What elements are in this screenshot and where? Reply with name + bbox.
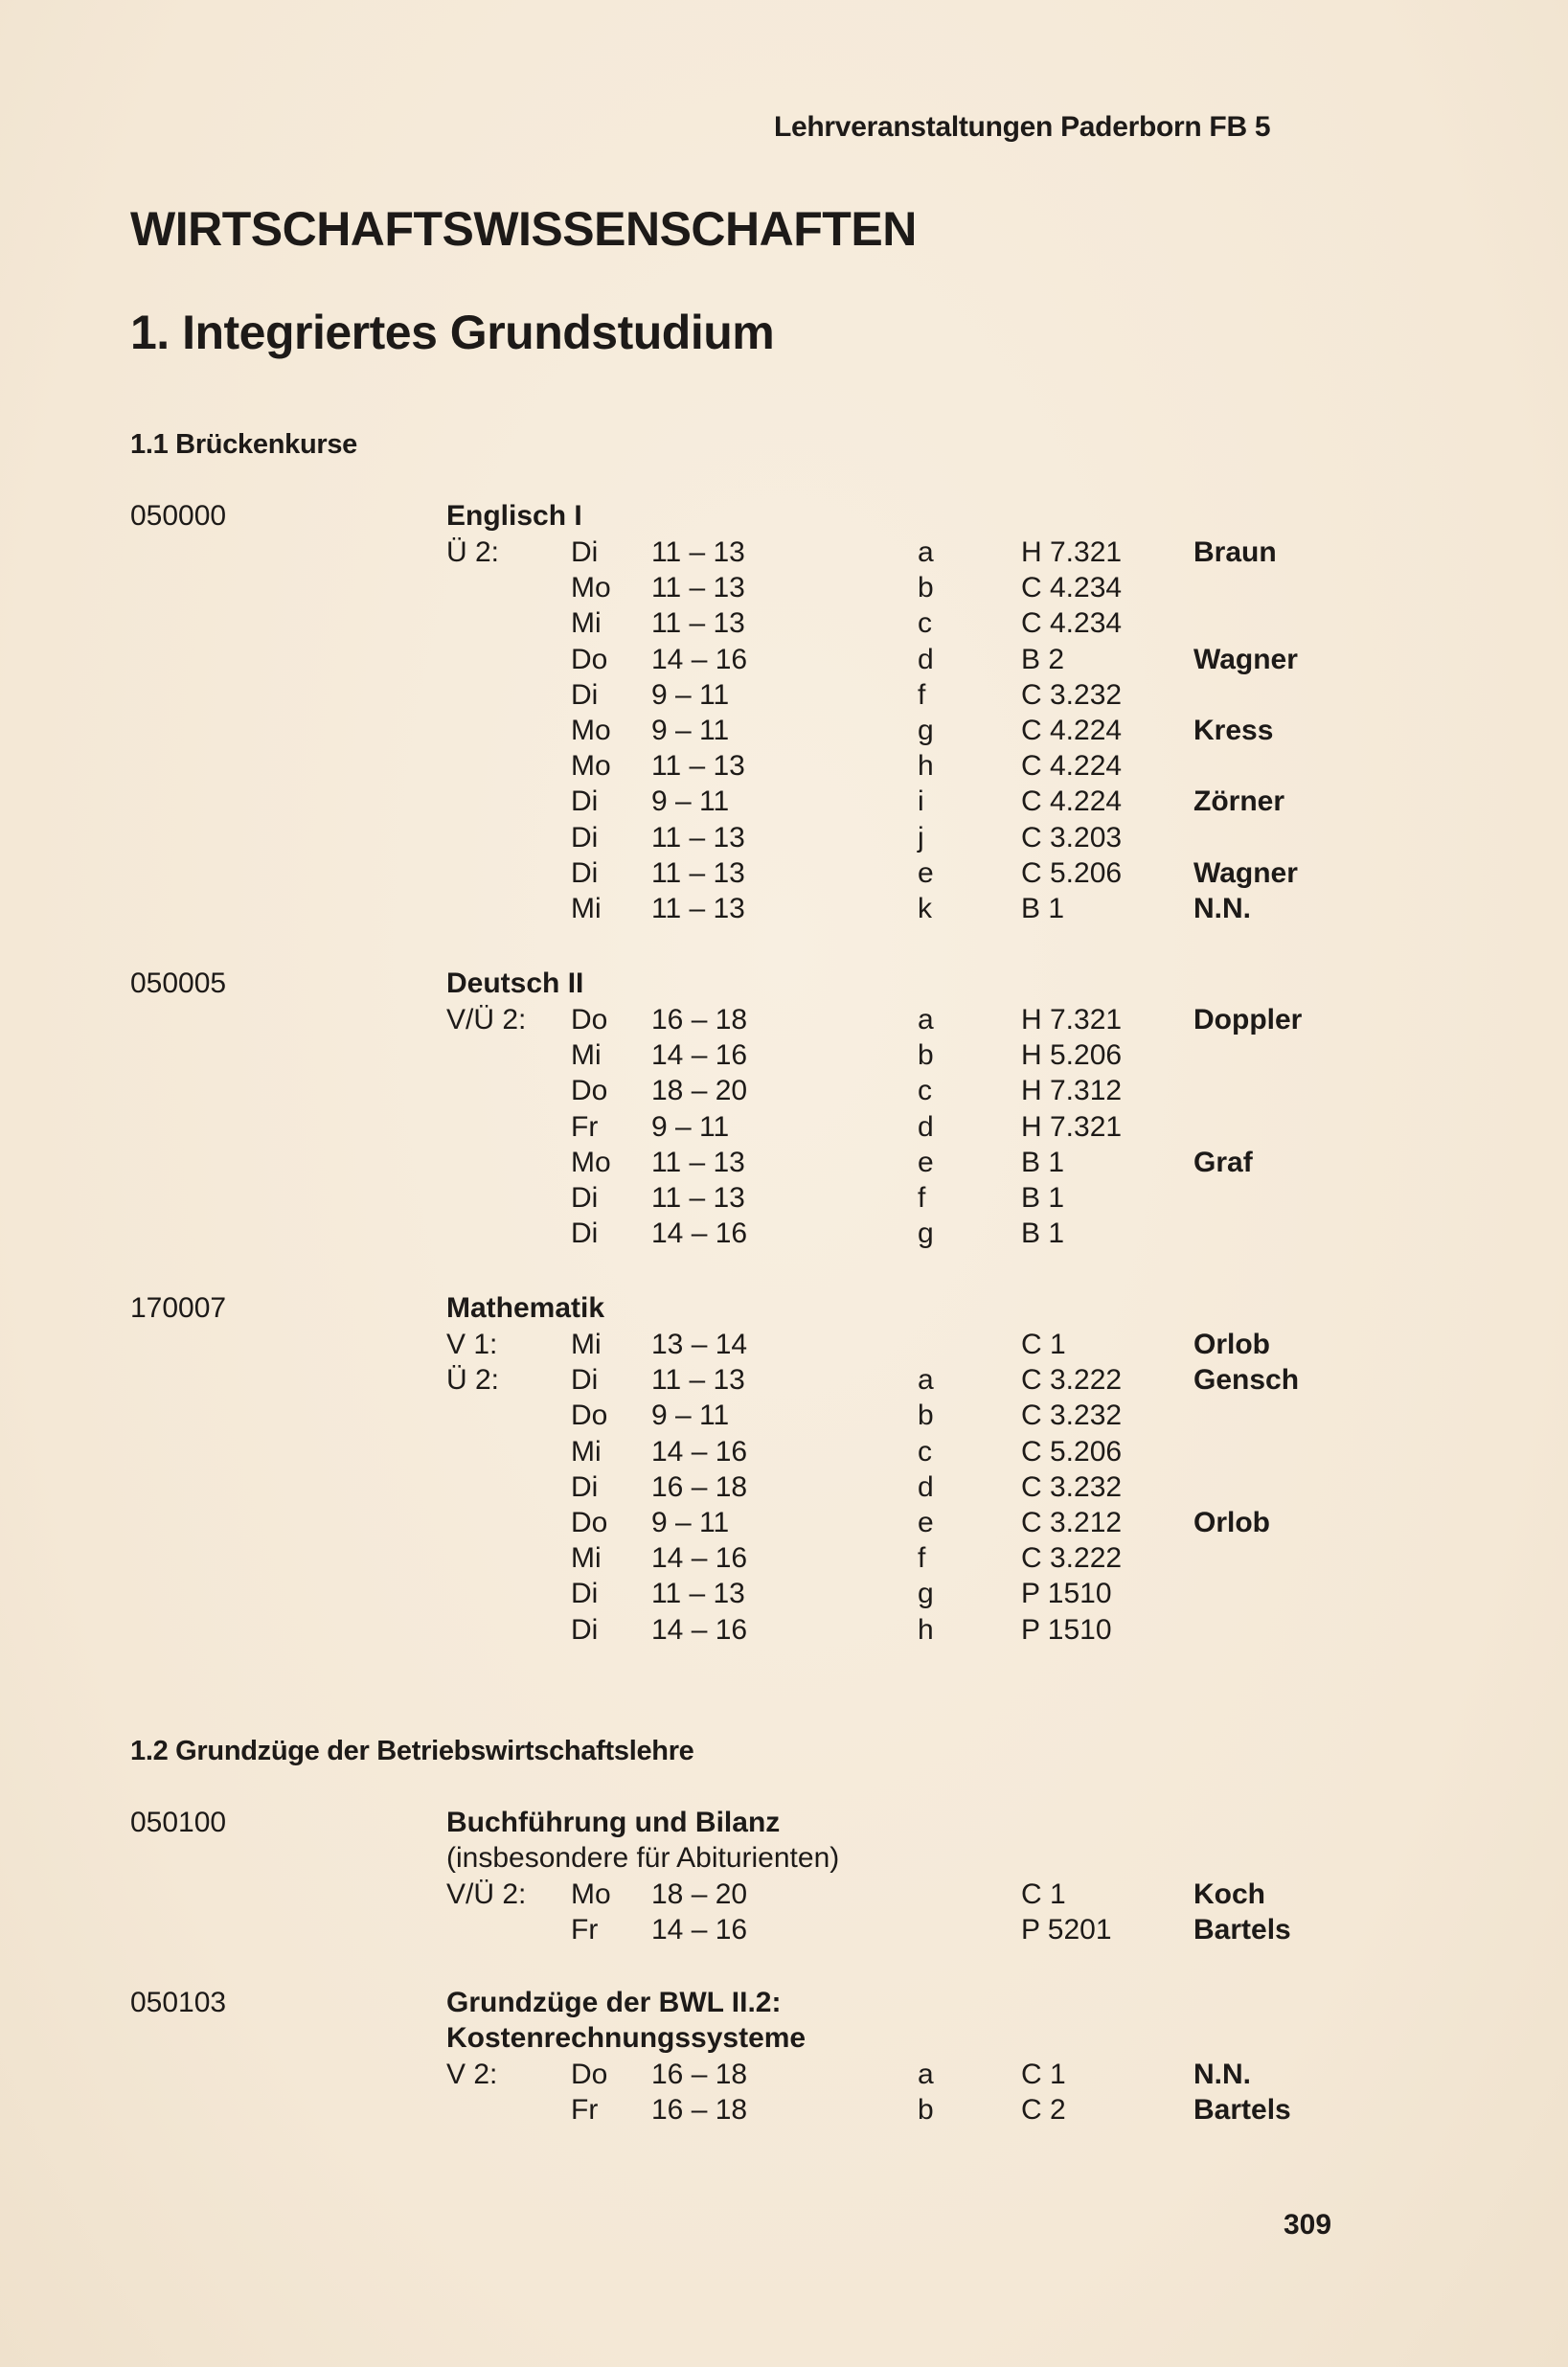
row-room: H 7.312 [1021, 1075, 1123, 1107]
row-day: Do [571, 1400, 608, 1432]
row-day: Mo [571, 750, 611, 783]
schedule-row [0, 1614, 1568, 1650]
row-day: Do [571, 1507, 608, 1538]
row-group: e [918, 856, 934, 889]
row-day: Di [571, 856, 599, 889]
row-group: b [918, 1400, 934, 1432]
row-lecturer: Braun [1193, 536, 1277, 568]
course-title: Mathematik [446, 1292, 605, 1324]
subsection-title: 1. Integriertes Grundstudium [130, 306, 775, 359]
row-day: Di [571, 785, 599, 818]
row-room: P 5201 [1021, 1914, 1112, 1946]
row-room: C 4.224 [1021, 785, 1123, 818]
row-time: 13 – 14 [651, 1329, 748, 1360]
row-room: C 3.222 [1021, 1364, 1123, 1397]
row-room: C 4.224 [1021, 715, 1123, 746]
schedule-row [0, 715, 1568, 750]
row-lecturer: Koch [1193, 1878, 1265, 1910]
row-room: C 2 [1021, 2094, 1066, 2127]
schedule-row [0, 1218, 1568, 1253]
row-day: Mo [571, 572, 611, 604]
course-title: Englisch I [446, 500, 582, 532]
course-title: Buchführung und Bilanz [446, 1807, 781, 1838]
row-room: B 1 [1021, 1218, 1065, 1250]
schedule-row [0, 893, 1568, 928]
row-lecturer: Graf [1193, 1146, 1253, 1178]
row-group: f [918, 1542, 926, 1575]
row-day: Do [571, 643, 608, 675]
row-group: g [918, 1218, 934, 1250]
row-day: Di [571, 678, 599, 711]
row-room: C 1 [1021, 1878, 1066, 1910]
row-type: V/Ü 2: [446, 1878, 527, 1910]
row-group: e [918, 1507, 934, 1538]
row-time: 11 – 13 [651, 821, 745, 853]
row-time: 14 – 16 [651, 1435, 748, 1468]
row-room: C 3.232 [1021, 678, 1123, 711]
row-group: a [918, 1004, 934, 1036]
row-day: Di [571, 1613, 599, 1646]
schedule-row [0, 1471, 1568, 1507]
row-lecturer: Zörner [1193, 785, 1285, 818]
row-day: Mi [571, 1039, 602, 1072]
row-room: C 4.234 [1021, 607, 1123, 640]
row-time: 9 – 11 [651, 1400, 730, 1432]
course-number: 050005 [130, 967, 227, 999]
row-room: B 1 [1021, 893, 1065, 924]
row-day: Di [571, 1182, 599, 1214]
course-number: 050100 [130, 1807, 227, 1838]
row-time: 11 – 13 [651, 750, 745, 783]
schedule-row [0, 1004, 1568, 1039]
row-group: a [918, 2059, 934, 2090]
row-group: c [918, 1435, 932, 1468]
row-time: 14 – 16 [651, 1218, 748, 1250]
row-type: V 2: [446, 2059, 498, 2090]
subsection-heading: 1.1 Brückenkurse [130, 429, 357, 460]
row-day: Di [571, 536, 599, 568]
row-type: V 1: [446, 1329, 498, 1360]
row-day: Mi [571, 1435, 602, 1468]
row-room: C 4.224 [1021, 750, 1123, 783]
row-lecturer: Wagner [1193, 643, 1298, 675]
course-title: Grundzüge der BWL II.2: [446, 1987, 782, 2018]
row-group: b [918, 572, 934, 604]
row-room: B 1 [1021, 1182, 1065, 1214]
row-group: b [918, 2094, 934, 2127]
schedule-row [0, 1436, 1568, 1471]
row-room: P 1510 [1021, 1613, 1112, 1646]
row-group: j [918, 821, 924, 853]
schedule-row [0, 2059, 1568, 2094]
row-room: C 3.232 [1021, 1470, 1123, 1503]
row-day: Fr [571, 1110, 599, 1143]
row-time: 11 – 13 [651, 856, 745, 889]
schedule-row [0, 1364, 1568, 1400]
schedule-row [0, 1147, 1568, 1182]
row-group: d [918, 643, 934, 675]
row-room: C 3.203 [1021, 821, 1123, 853]
row-time: 14 – 16 [651, 1914, 748, 1946]
row-lecturer: Wagner [1193, 856, 1298, 889]
schedule-row [0, 1182, 1568, 1218]
row-room: C 3.212 [1021, 1507, 1123, 1538]
schedule-row [0, 1111, 1568, 1147]
row-time: 16 – 18 [651, 2094, 748, 2127]
row-room: P 1510 [1021, 1578, 1112, 1610]
row-lecturer: Bartels [1193, 1914, 1291, 1946]
section-title: WIRTSCHAFTSWISSENSCHAFTEN [130, 202, 917, 256]
row-day: Mi [571, 893, 602, 924]
row-lecturer: N.N. [1193, 893, 1251, 924]
schedule-row [0, 536, 1568, 572]
schedule-row [0, 607, 1568, 643]
row-group: h [918, 750, 934, 783]
schedule-row [0, 822, 1568, 857]
schedule-row [0, 1542, 1568, 1578]
schedule-row [0, 750, 1568, 785]
running-header: Lehrveranstaltungen Paderborn FB 5 [774, 111, 1271, 143]
row-time: 16 – 18 [651, 2059, 748, 2090]
row-room: C 1 [1021, 1329, 1066, 1360]
row-day: Mo [571, 715, 611, 746]
row-lecturer: N.N. [1193, 2059, 1251, 2090]
row-room: C 3.232 [1021, 1400, 1123, 1432]
row-day: Di [571, 1364, 599, 1397]
subsection-heading: 1.2 Grundzüge der Betriebswirtschaftslehre [130, 1736, 694, 1766]
row-group: f [918, 1182, 926, 1214]
row-room: C 3.222 [1021, 1542, 1123, 1575]
row-group: c [918, 607, 932, 640]
row-room: C 5.206 [1021, 1435, 1123, 1468]
row-room: B 2 [1021, 643, 1065, 675]
row-time: 14 – 16 [651, 643, 748, 675]
row-lecturer: Gensch [1193, 1364, 1300, 1397]
row-day: Mi [571, 607, 602, 640]
row-group: g [918, 1578, 934, 1610]
row-room: H 7.321 [1021, 536, 1123, 568]
row-type: Ü 2: [446, 536, 500, 568]
course-number: 050103 [130, 1987, 227, 2018]
row-group: e [918, 1146, 934, 1178]
row-lecturer: Orlob [1193, 1507, 1270, 1538]
row-day: Fr [571, 2094, 599, 2127]
schedule-row [0, 1400, 1568, 1435]
row-time: 11 – 13 [651, 536, 745, 568]
row-day: Do [571, 1075, 608, 1107]
row-type: Ü 2: [446, 1364, 500, 1397]
row-time: 9 – 11 [651, 1110, 730, 1143]
row-time: 18 – 20 [651, 1075, 748, 1107]
row-group: f [918, 678, 926, 711]
row-day: Di [571, 821, 599, 853]
schedule-row [0, 644, 1568, 679]
row-time: 14 – 16 [651, 1613, 748, 1646]
row-time: 9 – 11 [651, 678, 730, 711]
row-time: 16 – 18 [651, 1004, 748, 1036]
schedule-row [0, 679, 1568, 715]
row-time: 11 – 13 [651, 893, 745, 924]
schedule-row [0, 785, 1568, 821]
row-group: d [918, 1110, 934, 1143]
row-time: 9 – 11 [651, 1507, 730, 1538]
row-day: Mi [571, 1542, 602, 1575]
row-time: 18 – 20 [651, 1878, 748, 1910]
row-room: H 7.321 [1021, 1004, 1123, 1036]
row-group: k [918, 893, 932, 924]
row-day: Do [571, 1004, 608, 1036]
row-group: c [918, 1075, 932, 1107]
row-type: V/Ü 2: [446, 1004, 527, 1036]
row-time: 11 – 13 [651, 572, 745, 604]
row-group: b [918, 1039, 934, 1072]
course-title: Deutsch II [446, 967, 584, 999]
page-number: 309 [1284, 2209, 1332, 2241]
row-time: 16 – 18 [651, 1470, 748, 1503]
schedule-row [0, 857, 1568, 893]
row-time: 11 – 13 [651, 1146, 745, 1178]
row-group: i [918, 785, 924, 818]
row-time: 11 – 13 [651, 1364, 745, 1397]
schedule-row [0, 1914, 1568, 1949]
row-time: 11 – 13 [651, 607, 745, 640]
row-lecturer: Kress [1193, 715, 1274, 746]
row-day: Mo [571, 1878, 611, 1910]
row-day: Di [571, 1470, 599, 1503]
row-group: d [918, 1470, 934, 1503]
row-room: H 7.321 [1021, 1110, 1123, 1143]
schedule-row [0, 2094, 1568, 2129]
row-day: Do [571, 2059, 608, 2090]
schedule-row [0, 1039, 1568, 1075]
row-time: 14 – 16 [651, 1039, 748, 1072]
row-time: 11 – 13 [651, 1182, 745, 1214]
row-room: C 5.206 [1021, 856, 1123, 889]
row-day: Di [571, 1578, 599, 1610]
row-group: h [918, 1613, 934, 1646]
course-number: 050000 [130, 500, 227, 532]
row-time: 9 – 11 [651, 715, 730, 746]
row-group: g [918, 715, 934, 746]
row-time: 9 – 11 [651, 785, 730, 818]
schedule-row [0, 1507, 1568, 1542]
row-day: Fr [571, 1914, 599, 1946]
row-room: B 1 [1021, 1146, 1065, 1178]
row-room: H 5.206 [1021, 1039, 1123, 1072]
row-group: a [918, 536, 934, 568]
row-lecturer: Doppler [1193, 1004, 1303, 1036]
course-number: 170007 [130, 1292, 227, 1324]
schedule-row [0, 572, 1568, 607]
row-lecturer: Orlob [1193, 1329, 1270, 1360]
row-group: a [918, 1364, 934, 1397]
row-day: Mi [571, 1329, 602, 1360]
row-room: C 1 [1021, 2059, 1066, 2090]
row-room: C 4.234 [1021, 572, 1123, 604]
row-day: Mo [571, 1146, 611, 1178]
row-lecturer: Bartels [1193, 2094, 1291, 2127]
row-day: Di [571, 1218, 599, 1250]
row-time: 11 – 13 [651, 1578, 745, 1610]
course-subtitle: Kostenrechnungssysteme [446, 2022, 807, 2054]
schedule-row [0, 1878, 1568, 1914]
schedule-row [0, 1075, 1568, 1110]
course-subtitle: (insbesondere für Abiturienten) [446, 1842, 840, 1874]
schedule-row [0, 1329, 1568, 1364]
row-time: 14 – 16 [651, 1542, 748, 1575]
schedule-row [0, 1578, 1568, 1613]
